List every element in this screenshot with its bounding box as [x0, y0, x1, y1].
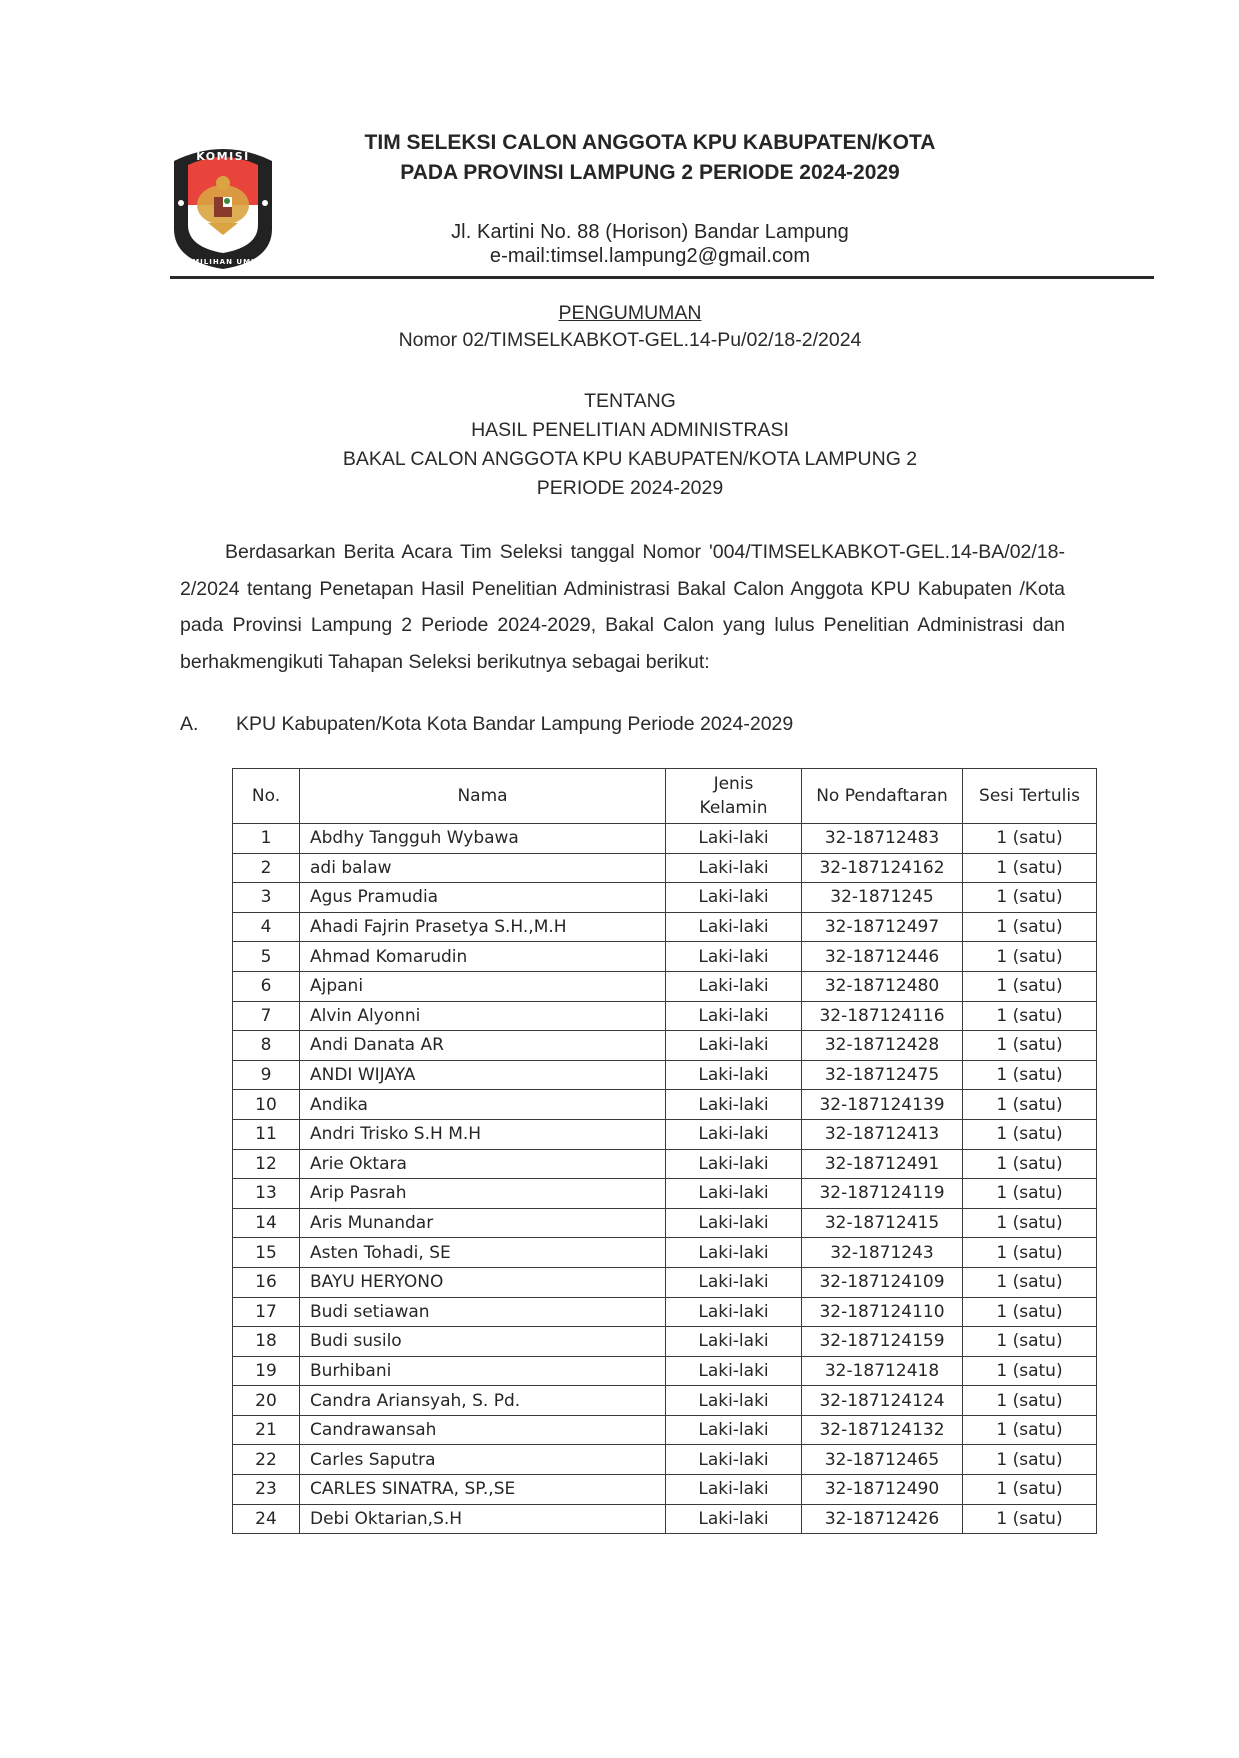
cell-sesi-tertulis: 1 (satu): [963, 1090, 1097, 1120]
table-row: [233, 942, 1097, 972]
table-row: [233, 1415, 1097, 1445]
cell-sesi-tertulis: 1 (satu): [963, 1179, 1097, 1209]
cell-sesi-tertulis: 1 (satu): [963, 1445, 1097, 1475]
header-jenis-kelamin-line2: Kelamin: [699, 798, 768, 818]
cell-no-pendaftaran: 32-18712426: [802, 1504, 963, 1534]
section-a-letter: A.: [180, 713, 199, 735]
cell-sesi-tertulis: 1 (satu): [963, 1386, 1097, 1416]
cell-jenis-kelamin: Laki-laki: [666, 942, 802, 972]
cell-jenis-kelamin: Laki-laki: [666, 1179, 802, 1209]
table-row: [233, 1060, 1097, 1090]
cell-nama: Andi Danata AR: [300, 1031, 666, 1061]
cell-jenis-kelamin: Laki-laki: [666, 971, 802, 1001]
letterhead-address: Jl. Kartini No. 88 (Horison) Bandar Lampung: [451, 221, 849, 243]
announcement-number: Nomor 02/TIMSELKABKOT-GEL.14-Pu/02/18-2/2024: [398, 329, 862, 351]
cell-jenis-kelamin: Laki-laki: [666, 1208, 802, 1238]
body-paragraph-container: [180, 534, 1065, 680]
cell-nama: Candrawansah: [300, 1415, 666, 1445]
cell-sesi-tertulis: 1 (satu): [963, 883, 1097, 913]
cell-jenis-kelamin: Laki-laki: [666, 824, 802, 854]
header-nama: Nama: [300, 769, 666, 824]
table-row: [233, 1356, 1097, 1386]
table-row: [233, 1090, 1097, 1120]
table-row: [233, 1149, 1097, 1179]
cell-jenis-kelamin: Laki-laki: [666, 1445, 802, 1475]
table-row: [233, 824, 1097, 854]
table-row: [233, 1119, 1097, 1149]
table-row: [233, 1445, 1097, 1475]
cell-nama: Agus Pramudia: [300, 883, 666, 913]
cell-jenis-kelamin: Laki-laki: [666, 1090, 802, 1120]
header-no-pendaftaran: No Pendaftaran: [802, 769, 963, 824]
cell-nama: Andika: [300, 1090, 666, 1120]
cell-no: 8: [233, 1031, 300, 1061]
letterhead-title-line1: TIM SELEKSI CALON ANGGOTA KPU KABUPATEN/KOTA: [364, 131, 936, 154]
cell-sesi-tertulis: 1 (satu): [963, 1327, 1097, 1357]
cell-sesi-tertulis: 1 (satu): [963, 853, 1097, 883]
cell-no-pendaftaran: 32-187124116: [802, 1001, 963, 1031]
cell-no-pendaftaran: 32-187124132: [802, 1415, 963, 1445]
table-row: [233, 971, 1097, 1001]
cell-sesi-tertulis: 1 (satu): [963, 1208, 1097, 1238]
cell-no: 10: [233, 1090, 300, 1120]
cell-no: 7: [233, 1001, 300, 1031]
table-row: [233, 1297, 1097, 1327]
letterhead-divider: [170, 276, 1154, 279]
cell-no-pendaftaran: 32-187124110: [802, 1297, 963, 1327]
cell-jenis-kelamin: Laki-laki: [666, 1238, 802, 1268]
cell-no-pendaftaran: 32-18712415: [802, 1208, 963, 1238]
cell-nama: Burhibani: [300, 1356, 666, 1386]
about-label: TENTANG: [584, 390, 676, 412]
cell-no: 17: [233, 1297, 300, 1327]
cell-no-pendaftaran: 32-18712413: [802, 1119, 963, 1149]
candidates-table: [232, 768, 1097, 1534]
cell-no-pendaftaran: 32-187124124: [802, 1386, 963, 1416]
cell-no-pendaftaran: 32-187124159: [802, 1327, 963, 1357]
cell-sesi-tertulis: 1 (satu): [963, 1031, 1097, 1061]
table-row: [233, 1001, 1097, 1031]
cell-no-pendaftaran: 32-1871243: [802, 1238, 963, 1268]
section-a-heading: [180, 713, 793, 736]
table-body: [233, 824, 1097, 1534]
cell-sesi-tertulis: 1 (satu): [963, 1119, 1097, 1149]
cell-nama: Debi Oktarian,S.H: [300, 1504, 666, 1534]
cell-no: 2: [233, 853, 300, 883]
cell-nama: Budi susilo: [300, 1327, 666, 1357]
cell-nama: Budi setiawan: [300, 1297, 666, 1327]
cell-no: 5: [233, 942, 300, 972]
cell-sesi-tertulis: 1 (satu): [963, 1267, 1097, 1297]
cell-nama: BAYU HERYONO: [300, 1267, 666, 1297]
cell-no-pendaftaran: 32-18712480: [802, 971, 963, 1001]
subject-line-1: HASIL PENELITIAN ADMINISTRASI: [471, 419, 789, 441]
cell-jenis-kelamin: Laki-laki: [666, 1031, 802, 1061]
cell-jenis-kelamin: Laki-laki: [666, 1356, 802, 1386]
cell-sesi-tertulis: 1 (satu): [963, 1001, 1097, 1031]
cell-no: 13: [233, 1179, 300, 1209]
cell-no: 22: [233, 1445, 300, 1475]
table-row: [233, 1475, 1097, 1505]
cell-jenis-kelamin: Laki-laki: [666, 1386, 802, 1416]
cell-jenis-kelamin: Laki-laki: [666, 1267, 802, 1297]
cell-sesi-tertulis: 1 (satu): [963, 1297, 1097, 1327]
cell-no-pendaftaran: 32-187124139: [802, 1090, 963, 1120]
cell-no: 24: [233, 1504, 300, 1534]
cell-sesi-tertulis: 1 (satu): [963, 1149, 1097, 1179]
cell-no: 20: [233, 1386, 300, 1416]
subject-line-2: BAKAL CALON ANGGOTA KPU KABUPATEN/KOTA LAMPUNG 2: [342, 448, 918, 470]
table-row: [233, 1267, 1097, 1297]
table-row: [233, 1179, 1097, 1209]
cell-no-pendaftaran: 32-187124162: [802, 853, 963, 883]
cell-jenis-kelamin: Laki-laki: [666, 1001, 802, 1031]
cell-nama: Carles Saputra: [300, 1445, 666, 1475]
cell-nama: Ahadi Fajrin Prasetya S.H.,M.H: [300, 912, 666, 942]
cell-no: 19: [233, 1356, 300, 1386]
table-row: [233, 853, 1097, 883]
body-paragraph: Berdasarkan Berita Acara Tim Seleksi tanggal Nomor '004/TIMSELKABKOT-GEL.14-BA/02/18-2/2024 tentang Penetapan Hasil Penelitian Administrasi Bakal Calon Anggota KPU Kabupaten /Kota pada Provinsi Lampung 2 Periode 2024-2029, Bakal Calon yang lulus Penelitian Administrasi dan berhakmengikuti Tahapan Seleksi berikutnya sebagai berikut:: [180, 541, 1065, 673]
cell-no-pendaftaran: 32-18712418: [802, 1356, 963, 1386]
cell-jenis-kelamin: Laki-laki: [666, 1060, 802, 1090]
letterhead-email: e-mail:timsel.lampung2@gmail.com: [489, 245, 811, 267]
cell-no: 21: [233, 1415, 300, 1445]
cell-nama: ANDI WIJAYA: [300, 1060, 666, 1090]
cell-jenis-kelamin: Laki-laki: [666, 853, 802, 883]
cell-jenis-kelamin: Laki-laki: [666, 1504, 802, 1534]
kpu-emblem-icon: [168, 143, 278, 271]
cell-nama: adi balaw: [300, 853, 666, 883]
cell-nama: CARLES SINATRA, SP.,SE: [300, 1475, 666, 1505]
table-row: [233, 1238, 1097, 1268]
subject-line-3: PERIODE 2024-2029: [536, 477, 724, 499]
cell-no-pendaftaran: 32-1871245: [802, 883, 963, 913]
table-row: [233, 1327, 1097, 1357]
cell-no: 15: [233, 1238, 300, 1268]
cell-sesi-tertulis: 1 (satu): [963, 1504, 1097, 1534]
table-header-row: [233, 769, 1097, 824]
announcement-heading: PENGUMUMAN: [558, 302, 702, 324]
cell-nama: Alvin Alyonni: [300, 1001, 666, 1031]
cell-no-pendaftaran: 32-187124119: [802, 1179, 963, 1209]
table-row: [233, 1208, 1097, 1238]
cell-sesi-tertulis: 1 (satu): [963, 1475, 1097, 1505]
cell-no: 23: [233, 1475, 300, 1505]
cell-no: 9: [233, 1060, 300, 1090]
cell-sesi-tertulis: 1 (satu): [963, 971, 1097, 1001]
table-row: [233, 912, 1097, 942]
cell-no: 4: [233, 912, 300, 942]
cell-nama: Abdhy Tangguh Wybawa: [300, 824, 666, 854]
cell-no: 16: [233, 1267, 300, 1297]
cell-no-pendaftaran: 32-18712497: [802, 912, 963, 942]
svg-text:KOMISI: KOMISI: [196, 150, 250, 163]
header-sesi-tertulis: Sesi Tertulis: [963, 769, 1097, 824]
cell-no-pendaftaran: 32-18712490: [802, 1475, 963, 1505]
cell-no: 1: [233, 824, 300, 854]
cell-sesi-tertulis: 1 (satu): [963, 1356, 1097, 1386]
cell-no: 14: [233, 1208, 300, 1238]
cell-no-pendaftaran: 32-18712483: [802, 824, 963, 854]
cell-no: 18: [233, 1327, 300, 1357]
cell-nama: Ahmad Komarudin: [300, 942, 666, 972]
cell-nama: Andri Trisko S.H M.H: [300, 1119, 666, 1149]
cell-no: 11: [233, 1119, 300, 1149]
cell-nama: Ajpani: [300, 971, 666, 1001]
header-jenis-kelamin-line1: Jenis: [713, 774, 754, 794]
table-row: [233, 1504, 1097, 1534]
cell-sesi-tertulis: 1 (satu): [963, 1060, 1097, 1090]
section-a-title: KPU Kabupaten/Kota Kota Bandar Lampung Periode 2024-2029: [236, 713, 794, 735]
cell-jenis-kelamin: Laki-laki: [666, 1149, 802, 1179]
cell-nama: Candra Ariansyah, S. Pd.: [300, 1386, 666, 1416]
table-row: [233, 883, 1097, 913]
cell-no: 12: [233, 1149, 300, 1179]
cell-nama: Aris Munandar: [300, 1208, 666, 1238]
cell-jenis-kelamin: Laki-laki: [666, 1415, 802, 1445]
cell-no-pendaftaran: 32-18712491: [802, 1149, 963, 1179]
table-row: [233, 1031, 1097, 1061]
cell-jenis-kelamin: Laki-laki: [666, 1297, 802, 1327]
cell-sesi-tertulis: 1 (satu): [963, 912, 1097, 942]
cell-jenis-kelamin: Laki-laki: [666, 1327, 802, 1357]
cell-no: 3: [233, 883, 300, 913]
cell-no-pendaftaran: 32-18712465: [802, 1445, 963, 1475]
svg-text:PEMILIHAN UMUM: PEMILIHAN UMUM: [180, 258, 266, 266]
cell-jenis-kelamin: Laki-laki: [666, 883, 802, 913]
table-row: [233, 1386, 1097, 1416]
letterhead-title-line2: PADA PROVINSI LAMPUNG 2 PERIODE 2024-2029: [400, 161, 900, 184]
cell-sesi-tertulis: 1 (satu): [963, 942, 1097, 972]
cell-nama: Arip Pasrah: [300, 1179, 666, 1209]
cell-no-pendaftaran: 32-18712428: [802, 1031, 963, 1061]
cell-sesi-tertulis: 1 (satu): [963, 824, 1097, 854]
kpu-logo: [168, 143, 278, 271]
header-jenis-kelamin: [666, 769, 802, 824]
cell-no: 6: [233, 971, 300, 1001]
header-no: No.: [233, 769, 300, 824]
cell-sesi-tertulis: 1 (satu): [963, 1238, 1097, 1268]
cell-jenis-kelamin: Laki-laki: [666, 1475, 802, 1505]
cell-no-pendaftaran: 32-18712475: [802, 1060, 963, 1090]
cell-nama: Asten Tohadi, SE: [300, 1238, 666, 1268]
cell-sesi-tertulis: 1 (satu): [963, 1415, 1097, 1445]
cell-no-pendaftaran: 32-18712446: [802, 942, 963, 972]
cell-no-pendaftaran: 32-187124109: [802, 1267, 963, 1297]
cell-jenis-kelamin: Laki-laki: [666, 1119, 802, 1149]
cell-jenis-kelamin: Laki-laki: [666, 912, 802, 942]
cell-nama: Arie Oktara: [300, 1149, 666, 1179]
